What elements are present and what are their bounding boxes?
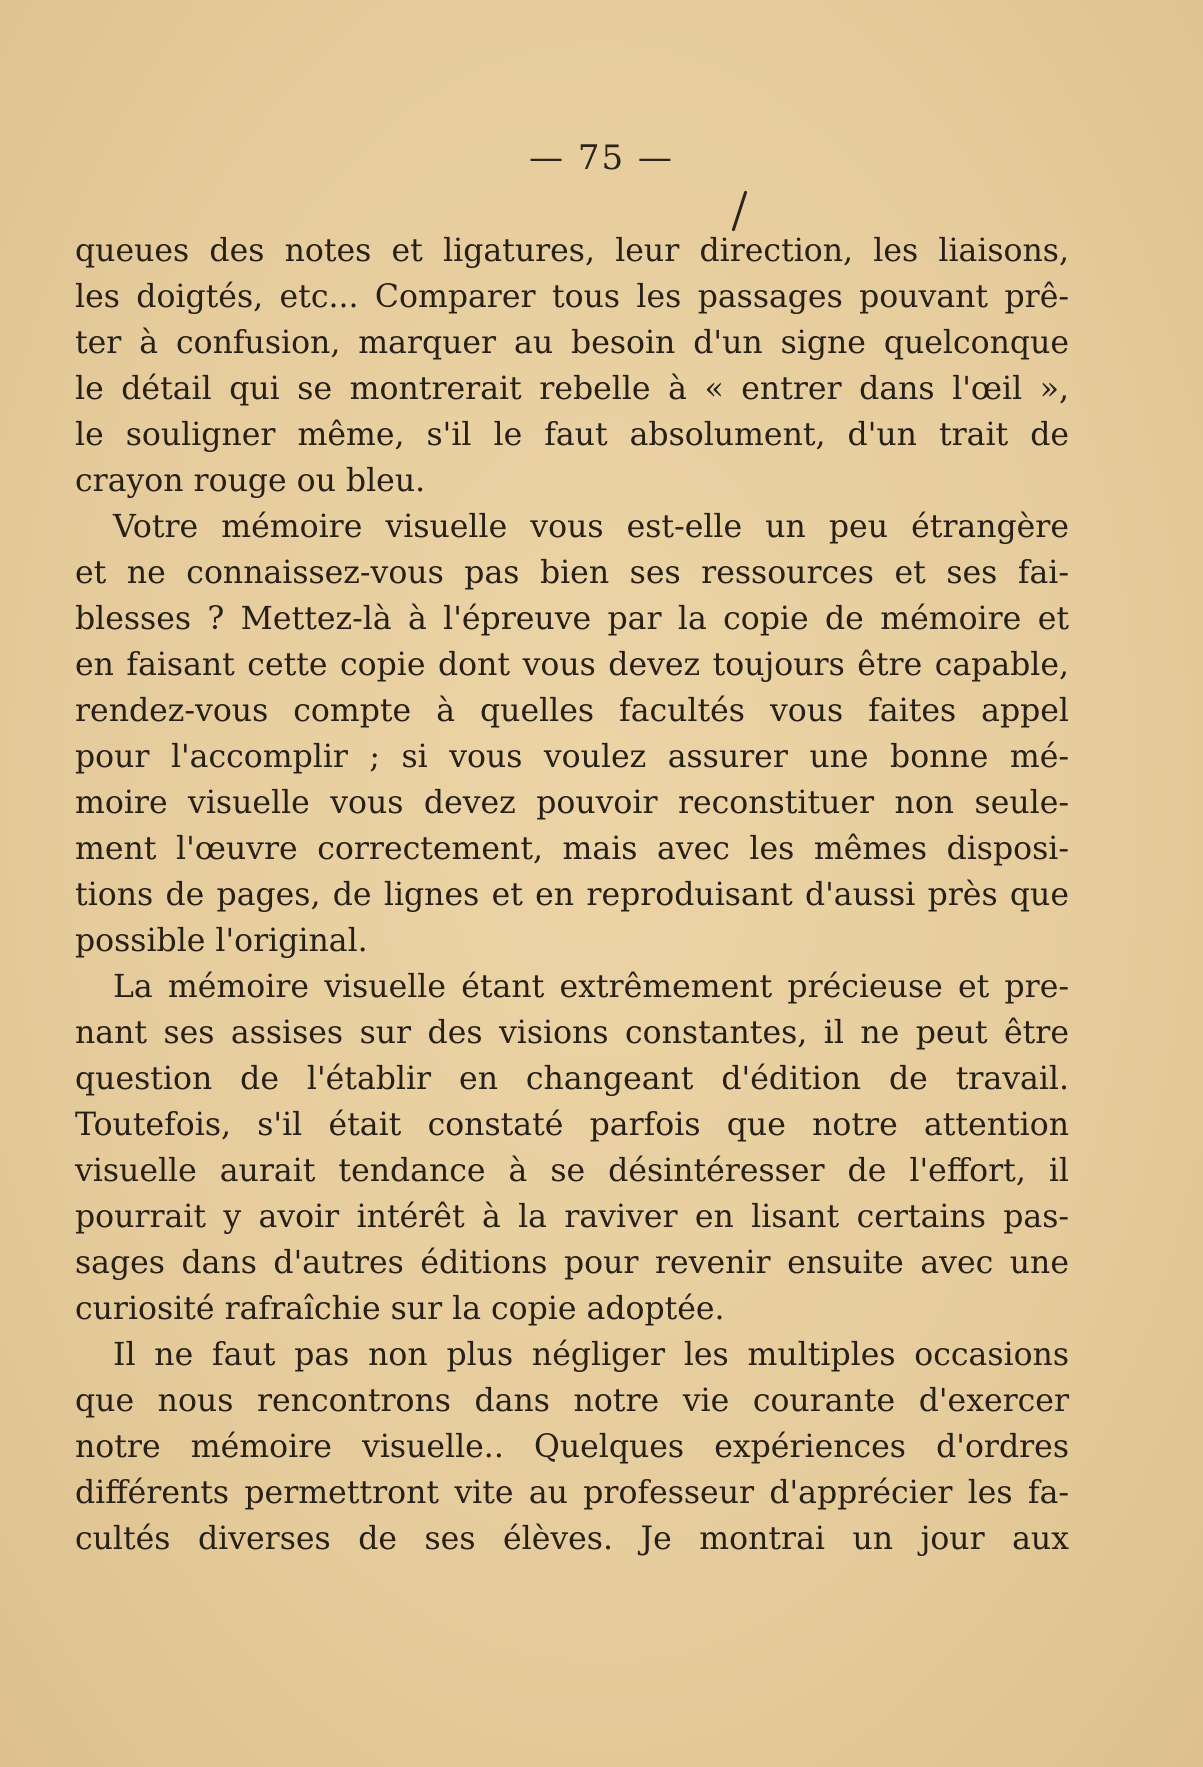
paragraph-4 [75,1332,1069,1562]
pencil-mark-icon [732,191,748,232]
text-line: Votre mémoire visuelle vous est-elle un peu étrangère [113,509,1069,545]
text-line: cultés diverses de ses élèves. Je montrai un jour aux [75,1521,1069,1557]
text-line: possible l'original. [75,923,368,959]
text-line: pourrait y avoir intérêt à la raviver en lisant certains pas- [75,1199,1069,1235]
text-line: blesses ? Mettez-là à l'épreuve par la copie de mémoire et [75,601,1069,637]
text-line: différents permettront vite au professeur d'apprécier les fa- [75,1475,1069,1511]
text-line: crayon rouge ou bleu. [75,463,426,499]
text-line: tions de pages, de lignes et en reproduisant d'aussi près que [75,877,1069,913]
page-text [75,228,1069,1562]
text-line: Toutefois, s'il était constaté parfois que notre attention [75,1107,1069,1143]
text-line: pour l'accomplir ; si vous voulez assurer une bonne mé- [75,739,1069,775]
text-line: que nous rencontrons dans notre vie courante d'exercer [75,1383,1069,1419]
paragraph-1 [75,228,1069,504]
text-line: notre mémoire visuelle.. Quelques expériences d'ordres [75,1429,1069,1465]
text-line: ment l'œuvre correctement, mais avec les mêmes disposi- [75,831,1069,867]
text-line: question de l'établir en changeant d'édition de travail. [75,1061,1069,1097]
text-line: queues des notes et ligatures, leur direction, les liaisons, [75,233,1069,269]
text-line: curiosité rafraîchie sur la copie adoptée. [75,1291,725,1327]
text-line: le souligner même, s'il le faut absolument, d'un trait de [75,417,1069,453]
page-number: — 75 — [529,138,674,178]
text-line: La mémoire visuelle étant extrêmement précieuse et pre- [113,969,1069,1005]
text-line: ter à confusion, marquer au besoin d'un signe quelconque [75,325,1069,361]
text-line: les doigtés, etc... Comparer tous les passages pouvant prê- [75,279,1069,315]
paragraph-3 [75,964,1069,1332]
text-line: sages dans d'autres éditions pour revenir ensuite avec une [75,1245,1069,1281]
text-line: visuelle aurait tendance à se désintéresser de l'effort, il [75,1153,1069,1189]
paragraph-2 [75,504,1069,964]
text-line: nant ses assises sur des visions constantes, il ne peut être [75,1015,1069,1051]
text-line: et ne connaissez-vous pas bien ses ressources et ses fai- [75,555,1069,591]
text-line: en faisant cette copie dont vous devez toujours être capable, [75,647,1069,683]
text-line: Il ne faut pas non plus négliger les multiples occasions [113,1337,1069,1373]
text-line: moire visuelle vous devez pouvoir reconstituer non seule- [75,785,1069,821]
text-line: rendez-vous compte à quelles facultés vous faites appel [75,693,1069,729]
text-line: le détail qui se montrerait rebelle à « entrer dans l'œil », [75,371,1069,407]
